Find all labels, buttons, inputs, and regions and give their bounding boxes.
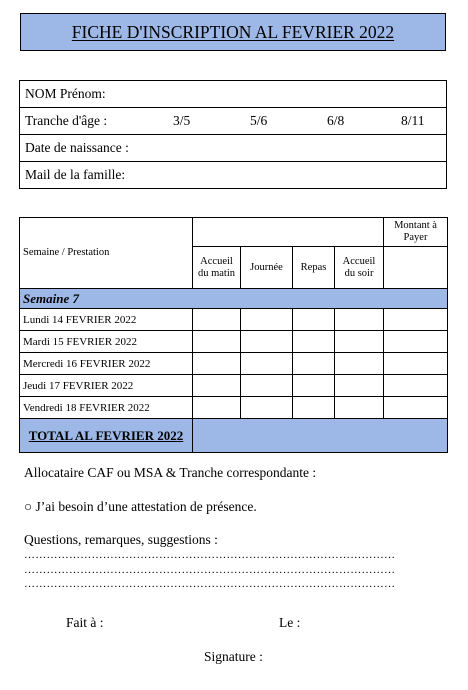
day-label: Vendredi 18 FEVRIER 2022 [20,397,193,419]
column-header-accueil-matin: Accueil du matin [193,247,241,289]
age-range-label: Tranche d'âge : [25,113,108,128]
day-label: Lundi 14 FEVRIER 2022 [20,309,193,331]
checkbox-cell[interactable] [241,309,293,331]
checkbox-cell[interactable] [193,331,241,353]
day-label: Mercredi 16 FEVRIER 2022 [20,353,193,375]
column-header-journee: Journée [241,247,293,289]
attestation-option[interactable]: ○ J’ai besoin d’une attestation de présence. [24,499,257,514]
total-label: TOTAL AL FEVRIER 2022 [20,419,193,453]
checkbox-cell[interactable] [293,331,335,353]
table-row [20,331,448,353]
checkbox-cell[interactable] [335,309,384,331]
day-label: Mardi 15 FEVRIER 2022 [20,331,193,353]
checkbox-cell[interactable] [241,331,293,353]
checkbox-cell[interactable] [193,397,241,419]
age-option-8-11[interactable]: 8/11 [401,113,425,128]
amount-cell[interactable] [384,375,448,397]
questions-label: Questions, remarques, suggestions : [24,532,218,547]
allocataire-line: Allocataire CAF ou MSA & Tranche correspondante : [24,465,317,480]
age-range-field[interactable] [20,108,447,135]
dotted-line[interactable]: ……………………………………………………………………………………… [24,578,396,590]
age-option-3-5[interactable]: 3/5 [173,113,191,128]
age-option-5-6[interactable]: 5/6 [250,113,268,128]
checkbox-cell[interactable] [193,309,241,331]
signature-label: Signature : [204,649,263,664]
age-option-6-8[interactable]: 6/8 [327,113,345,128]
attendance-table [19,217,448,453]
total-amount-cell[interactable] [193,419,448,453]
name-field[interactable]: NOM Prénom: [20,81,447,108]
birthdate-field[interactable]: Date de naissance : [20,135,447,162]
checkbox-cell[interactable] [293,397,335,419]
identity-table [19,80,447,189]
amount-cell[interactable] [384,331,448,353]
dotted-line[interactable]: ……………………………………………………………………………………… [24,549,396,561]
day-label: Jeudi 17 FEVRIER 2022 [20,375,193,397]
amount-cell[interactable] [384,397,448,419]
fait-a-label: Fait à : [66,615,104,630]
table-row [20,375,448,397]
table-row [20,397,448,419]
amount-cell[interactable] [384,309,448,331]
checkbox-cell[interactable] [241,397,293,419]
checkbox-cell[interactable] [193,353,241,375]
form-title: FICHE D'INSCRIPTION AL FEVRIER 2022 [20,13,446,51]
checkbox-cell[interactable] [335,397,384,419]
week-label: Semaine 7 [20,289,448,309]
family-email-field[interactable]: Mail de la famille: [20,162,447,189]
checkbox-cell[interactable] [335,331,384,353]
amount-cell[interactable] [384,353,448,375]
column-header-prestation: Semaine / Prestation [20,218,193,289]
checkbox-cell[interactable] [335,375,384,397]
column-header-repas: Repas [293,247,335,289]
date-label: Le : [279,615,301,630]
column-header-accueil-soir: Accueil du soir [335,247,384,289]
checkbox-cell[interactable] [335,353,384,375]
checkbox-cell[interactable] [293,309,335,331]
checkbox-cell[interactable] [293,375,335,397]
checkbox-cell[interactable] [293,353,335,375]
checkbox-cell[interactable] [241,375,293,397]
table-row [20,309,448,331]
column-header-montant: Montant à Payer [384,218,448,247]
dotted-line[interactable]: ……………………………………………………………………………………… [24,564,396,576]
checkbox-cell[interactable] [193,375,241,397]
table-row [20,353,448,375]
checkbox-cell[interactable] [241,353,293,375]
